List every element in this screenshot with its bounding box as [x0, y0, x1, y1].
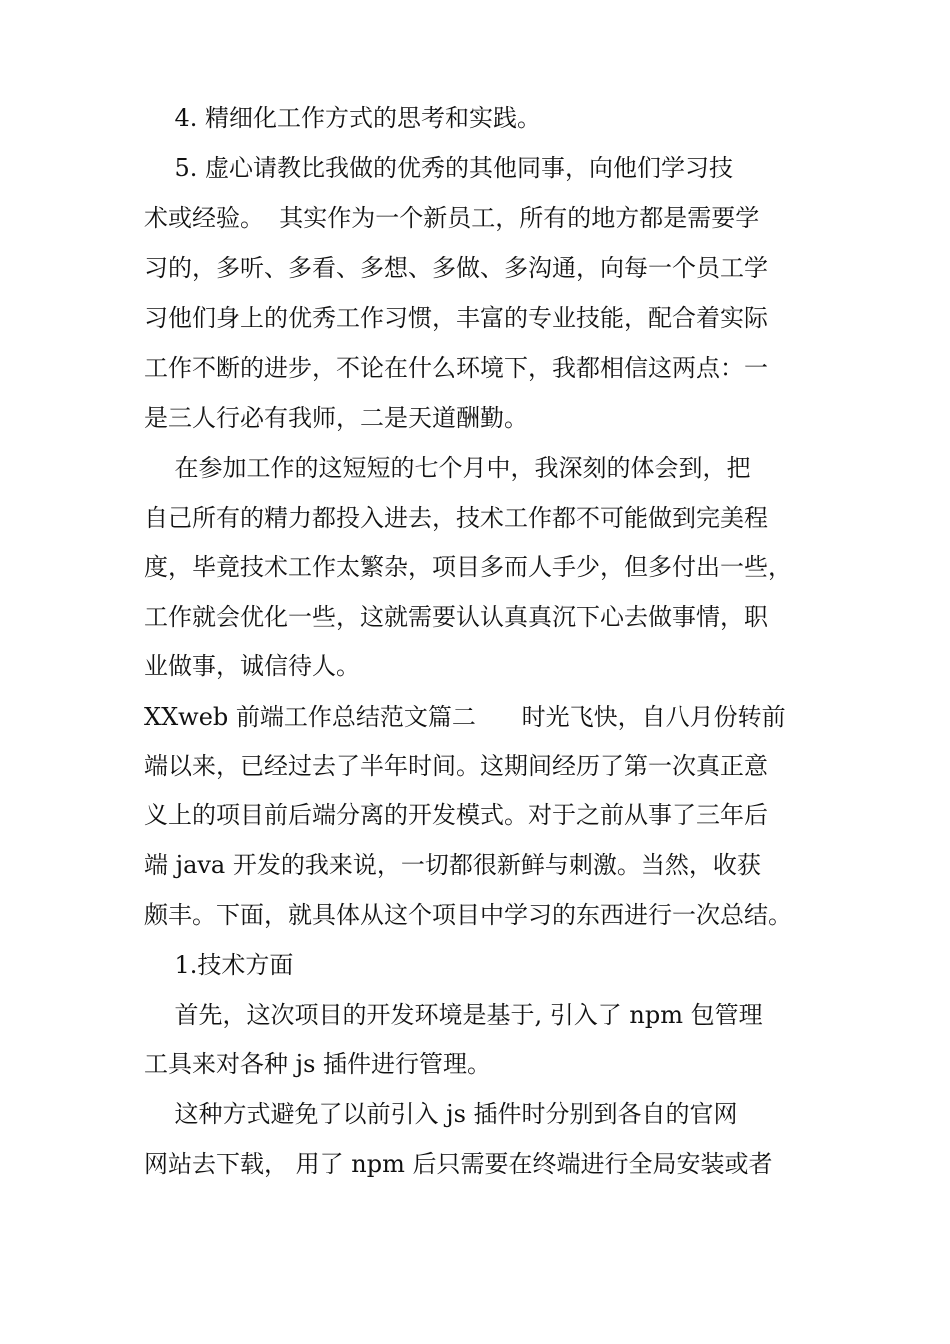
text-line-15: 义上的项目前后端分离的开发模式。对于之前从事了三年后 [144, 801, 768, 829]
text-line-7: 是三人行必有我师，二是天道酬勤。 [144, 404, 528, 432]
text-line-12: 业做事，诚信待人。 [144, 652, 360, 680]
text-line-20: 工具来对各种 js 插件进行管理。 [144, 1050, 492, 1078]
text-line-3: 术或经验。 其实作为一个新员工，所有的地方都是需要学 [144, 204, 760, 232]
text-line-19: 首先，这次项目的开发环境是基于, 引入了 npm 包管理 [144, 1001, 763, 1029]
text-line-11: 工作就会优化一些，这就需要认认真真沉下心去做事情，职 [144, 603, 768, 631]
text-line-6: 工作不断的进步，不论在什么环境下，我都相信这两点：一 [144, 354, 768, 382]
text-line-9: 自己所有的精力都投入进去，技术工作都不可能做到完美程 [144, 504, 768, 532]
text-line-22: 网站去下载， 用了 npm 后只需要在终端进行全局安装或者 [144, 1150, 773, 1178]
text-line-2: 5. 虚心请教比我做的优秀的其他同事，向他们学习技 [144, 154, 734, 182]
subsection-heading: 1.技术方面 [144, 951, 294, 979]
text-line-10: 度，毕竟技术工作太繁杂，项目多而人手少，但多付出一些， [144, 553, 792, 581]
section-heading-line: XXweb 前端工作总结范文篇二 时光飞快，自八月份转前 [144, 703, 786, 731]
text-line-8: 在参加工作的这短短的七个月中，我深刻的体会到，把 [144, 454, 751, 482]
text-line-14: 端以来，已经过去了半年时间。这期间经历了第一次真正意 [144, 752, 768, 780]
text-line-5: 习他们身上的优秀工作习惯，丰富的专业技能，配合着实际 [144, 304, 768, 332]
text-line-17: 颇丰。下面，就具体从这个项目中学习的东西进行一次总结。 [144, 901, 792, 929]
text-line-1: 4. 精细化工作方式的思考和实践。 [144, 104, 542, 132]
text-line-21: 这种方式避免了以前引入 js 插件时分别到各自的官网 [144, 1100, 738, 1128]
text-line-16: 端 java 开发的我来说，一切都很新鲜与刺激。当然，收获 [144, 851, 761, 879]
text-line-4: 习的，多听、多看、多想、多做、多沟通，向每一个员工学 [144, 254, 768, 282]
